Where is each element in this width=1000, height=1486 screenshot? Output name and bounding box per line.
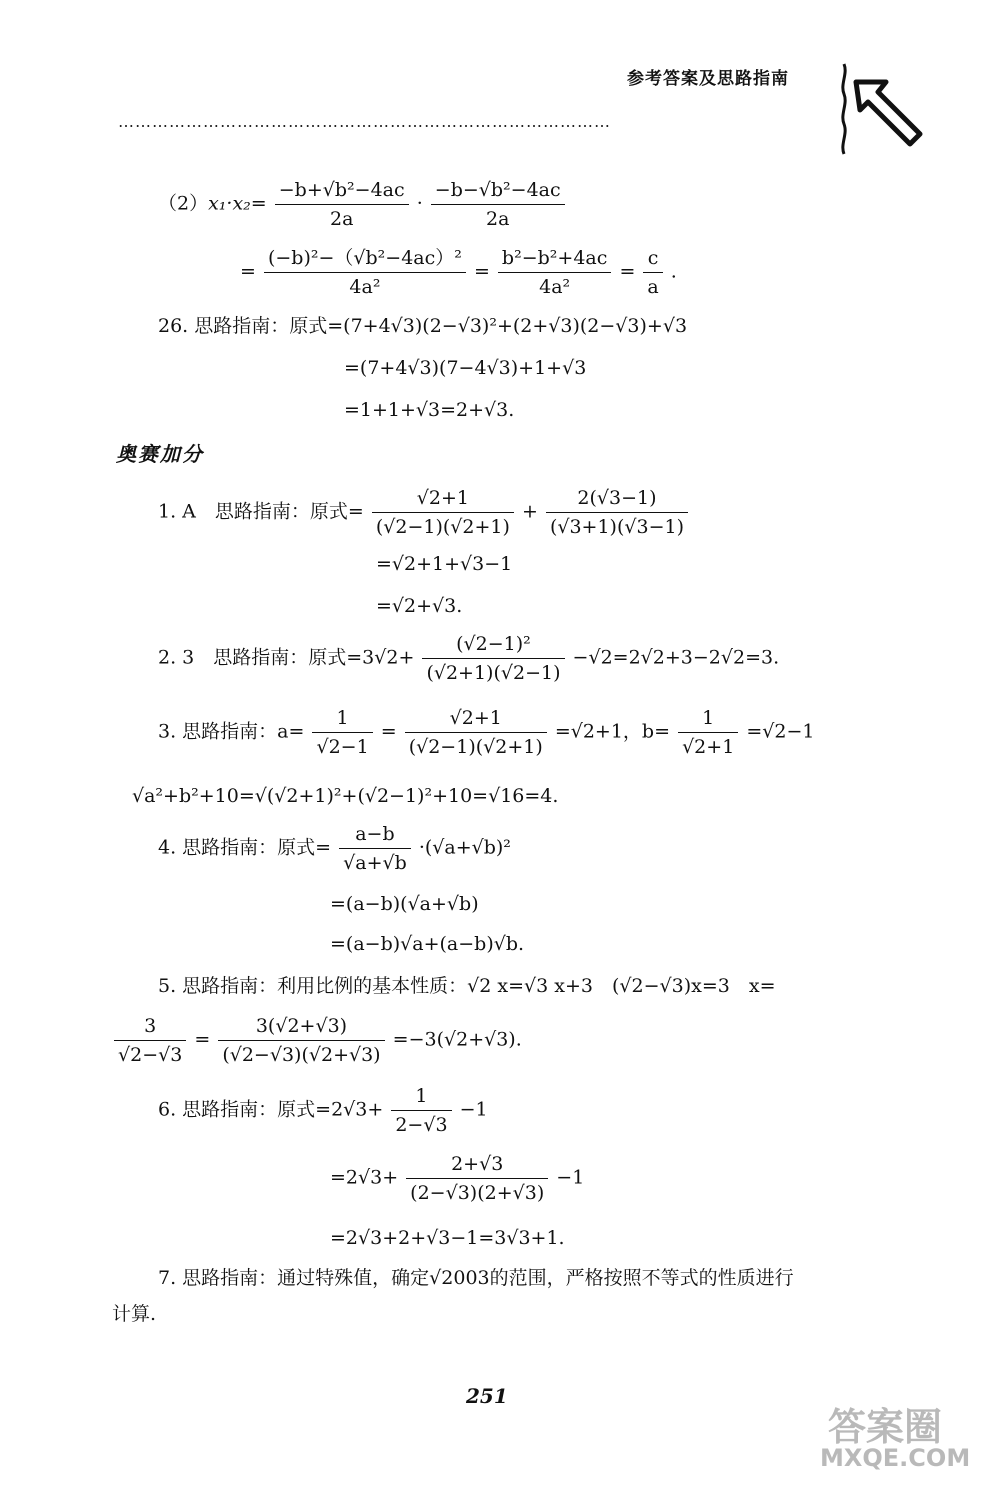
fraction: $\frac{2(√3-1)}{(√3+1)(√3-1)}$ [546, 486, 688, 539]
arrow-icon [838, 60, 926, 160]
q25-part2-line2: = $\frac{\text{(−b)²−（√b²−4ac）²}}{\text{4a²}}$ = $\frac{\text{b²−b²+4ac}}{\text{4a²}}$ = $\frac{c}{a}$ . [240, 247, 677, 298]
fraction: $\frac{1}{√2-1}$ [312, 706, 372, 759]
item6-line3: =2√3+2+√3−1=3√3+1. [330, 1227, 565, 1249]
item3-line1: 3. 思路指南：a= $\frac{1}{√2-1}$ = $\frac{√2+1}{(√2-1)(√2+1)}$ =√2+1，b= $\frac{1}{√2+1}$ =√2−1 [158, 707, 815, 758]
item1-line3: =√2+√3. [376, 595, 463, 617]
item2-line: 2. 3 思路指南：原式=3√2+ $\frac{\text{(√2−1)²}}{(√2+1)(√2-1)}$ −√2=2√2+3−2√2=3. [158, 633, 780, 684]
item1-line1: 1. A 思路指南：原式= $\frac{√2+1}{(√2-1)(√2+1)}$ + $\frac{2(√3-1)}{(√3+1)(√3-1)}$ [158, 486, 690, 539]
q26-line2: =(7+4√3)(7−4√3)+1+√3 [344, 357, 587, 379]
fraction: $\frac{√2+1}{(√2-1)(√2+1)}$ [405, 706, 547, 759]
fraction: $\frac{\text{(−b)²−（√b²−4ac）²}}{\text{4a²}}$ [264, 246, 466, 299]
page-number: 251 [466, 1384, 508, 1408]
fraction: $\frac{\text{−b−√b²−4ac}}{2a}$ [431, 178, 565, 231]
item6-line2: =2√3+ $\frac{2+√3}{(2-√3)(2+√3)}$ −1 [330, 1153, 585, 1204]
running-header-title: 参考答案及思路指南 [627, 69, 789, 89]
fraction: $\frac{1}{2-√3}$ [391, 1084, 451, 1137]
item5-line1: 5. 思路指南：利用比例的基本性质：√2 x=√3 x+3 (√2−√3)x=3 x= [158, 975, 776, 997]
fraction: $\frac{√2+1}{(√2-1)(√2+1)}$ [372, 486, 514, 539]
item5-line2: $\frac{3}{√2-√3}$ = $\frac{3(√2+√3)}{(√2-√3)(√2+√3)}$ =−3(√2+√3). [112, 1014, 522, 1067]
fraction: $\frac{3}{√2-√3}$ [114, 1014, 186, 1067]
item4-line3: =(a−b)√a+(a−b)√b. [330, 933, 525, 955]
fraction: $\frac{\text{b²−b²+4ac}}{\text{4a²}}$ [498, 246, 611, 299]
item6-line1: 6. 思路指南：原式=2√3+ $\frac{1}{2-√3}$ −1 [158, 1085, 488, 1136]
section-title: 奥赛加分 [116, 442, 204, 466]
header-dotted-rule: …………………………………………………………………………… [118, 112, 611, 131]
item4-line1: 4. 思路指南：原式= $\frac{a-b}{√a+√b}$ ·(√a+√b)² [158, 823, 511, 874]
fraction: $\frac{3(√2+√3)}{(√2-√3)(√2+√3)}$ [218, 1014, 384, 1067]
item7-line2: 计算. [112, 1303, 157, 1325]
fraction: $\frac{1}{√2+1}$ [678, 706, 738, 759]
q26-line3: =1+1+√3=2+√3. [344, 399, 515, 421]
q25-part2-line1: （2）x₁·x₂= $\frac{\text{−b+√b²−4ac}}{2a}$ · $\frac{\text{−b−√b²−4ac}}{2a}$ [158, 178, 567, 231]
watermark-url: MXQE.COM [820, 1444, 971, 1472]
fraction: $\frac{2+√3}{(2-√3)(2+√3)}$ [406, 1152, 548, 1205]
item4-line2: =(a−b)(√a+√b) [330, 893, 479, 915]
fraction: $\frac{a-b}{√a+√b}$ [339, 822, 411, 875]
fraction: $\frac{\text{−b+√b²−4ac}}{2a}$ [275, 178, 409, 231]
watermark-logo: 答案圈 [828, 1405, 943, 1449]
item3-line2: √a²+b²+10=√(√2+1)²+(√2−1)²+10=√16=4. [132, 785, 559, 807]
q26-line1: 26. 思路指南：原式=(7+4√3)(2−√3)²+(2+√3)(2−√3)+√3 [158, 315, 688, 337]
item1-line2: =√2+1+√3−1 [376, 553, 513, 575]
fraction: $\frac{c}{a}$ [643, 246, 662, 299]
fraction: $\frac{\text{(√2−1)²}}{(√2+1)(√2-1)}$ [422, 632, 564, 685]
item7-line1: 7. 思路指南：通过特殊值，确定√2003的范围，严格按照不等式的性质进行 [158, 1267, 794, 1289]
